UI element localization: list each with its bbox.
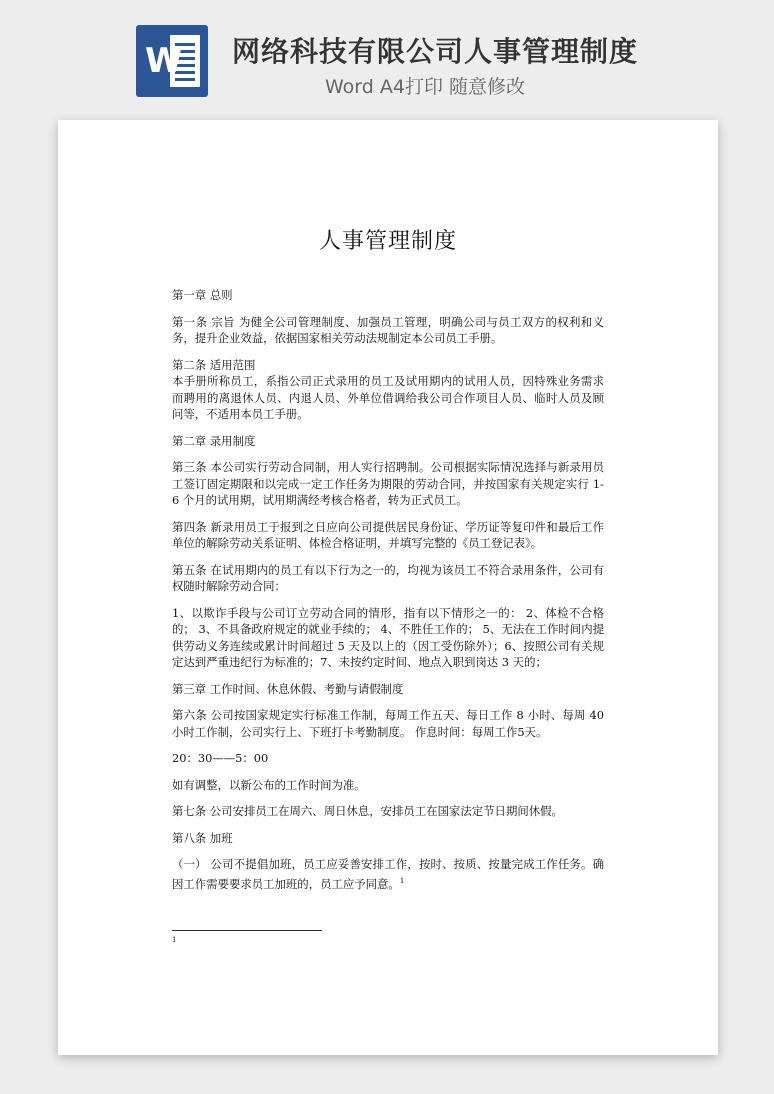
banner-subtitle: Word A4打印 随意修改 [325, 76, 526, 98]
article-2: 第二条 适用范围 本手册所称员工，系指公司正式录用的员工及试用期内的试用人员，因特殊业务需求而聘用的离退休人员、内退人员、外单位借调给我公司合作项目人员、临时人员及顾问等，不适用本员工手册。 [172, 357, 604, 421]
article-3: 第三条 本公司实行劳动合同制，用人实行招聘制。公司根据实际情况选择与新录用员工签订固定期限和以完成一定工作任务为期限的劳动合同，并按国家有关规定实行 1-6 个月的试用期，试用期满经考核合格者，转为正式员工。 [172, 460, 604, 507]
footnote-reference: 1 [399, 876, 405, 885]
article-8-clause-1 [172, 856, 604, 892]
article-7: 第七条 公司安排员工在周六、周日休息，安排员工在国家法定节日期间休假。 [172, 804, 563, 818]
document-page [58, 120, 718, 1055]
word-letter: W [145, 41, 183, 81]
chapter-1-heading: 第一章 总则 [172, 288, 233, 302]
work-hours: 20：30——5：00 [172, 751, 269, 765]
word-icon [136, 25, 208, 97]
banner-title: 网络科技有限公司人事管理制度 [232, 35, 639, 68]
chapter-2-heading: 第二章 录用制度 [172, 433, 256, 448]
chapter-3-heading: 第三章 工作时间、休息休假、考勤与请假制度 [172, 681, 404, 696]
document-body [172, 287, 604, 902]
article-6: 第六条 公司按国家规定实行标准工作制，每周工作五天、每日工作 8 小时、每周 40 小时工作制，公司实行上、下班打卡考勤制度。 作息时间：每周工作5天。 [172, 708, 604, 739]
article-5: 第五条 在试用期内的员工有以下行为之一的，均视为该员工不符合录用条件，公司有权随时解除劳动合同： [172, 562, 604, 593]
article-4: 第四条 新录用员工于报到之日应向公司提供居民身份证、学历证等复印件和最后工作单位的解除劳动关系证明、体检合格证明，并填写完整的《员工登记表》。 [172, 519, 604, 550]
footnote-marker: 1 [172, 936, 177, 944]
adjustment-note: 如有调整，以新公布的工作时间为准。 [172, 777, 366, 792]
document-title: 人事管理制度 [318, 229, 457, 254]
article-5-items: 1、以欺诈手段与公司订立劳动合同的情形，指有以下情形之一的： 2、体检不合格的； 3、不具备政府规定的就业手续的； 4、不胜任工作的； 5、无法在工作时间内提供劳动义务连续或累计时间超过 5 天及以上的（因工受伤除外）；6、按照公司有关规定达到严重违纪行为标准的；7、未按约定时间、地点入职到岗达 3 天的； [172, 605, 604, 669]
banner [0, 0, 774, 118]
footnote-separator [172, 930, 322, 931]
article-8-heading: 第八条 加班 [172, 830, 233, 845]
clause-text: （一） 公司不提倡加班，员工应妥善安排工作，按时、按质、按量完成工作任务。确因工作需要要求员工加班的，员工应予同意。 [172, 857, 604, 891]
article-1: 第一条 宗旨 为健全公司管理制度、加强员工管理，明确公司与员工双方的权利和义务，提升企业效益，依据国家相关劳动法规制定本公司员工手册。 [172, 314, 604, 345]
